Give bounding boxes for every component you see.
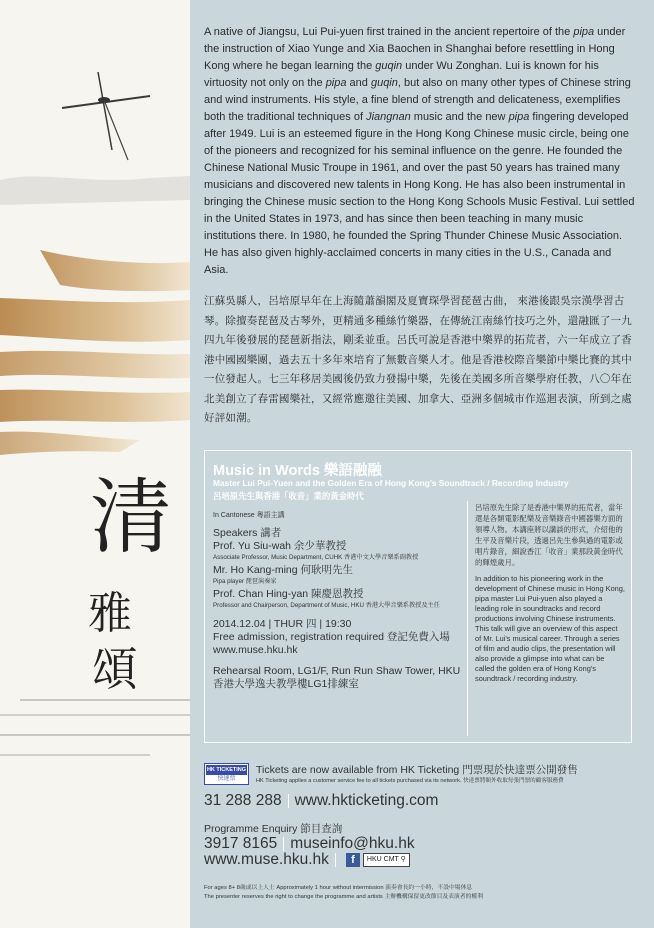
bio-italic-term: pipa (573, 26, 595, 38)
event-venue-english: Rehearsal Room, LG1/F, Run Run Shaw Tower, HKU (213, 665, 461, 677)
enquiry-label: Programme Enquiry 節目查詢 (204, 823, 343, 835)
separator (288, 794, 289, 808)
event-description (475, 502, 625, 684)
bio-text-run: , but also on many other types of Chinese string and wind instruments. His style, a fine blend of strength and delicateness, exemplifies both the traditional techniques of (204, 77, 631, 123)
bio-text-run: music and the new (410, 111, 509, 123)
search-icon: ⚲ (400, 855, 406, 863)
enquiry-email-link[interactable]: museinfo@hku.hk (290, 835, 415, 852)
facebook-icon[interactable]: f (346, 853, 360, 867)
bio-italic-term: pipa (325, 77, 347, 89)
facebook-search-tag[interactable] (363, 853, 410, 867)
disclaimer-note: The presenter reserves the right to change the programme and artists 主辦機構保留更改節目及表演者的權利 (204, 894, 483, 900)
bio-text-run: A native of Jiangsu, Lui Pui-yuen first trained in the ancient repertoire of the (204, 26, 574, 38)
event-subtitle-english: Master Lui Pui-Yuen and the Golden Era of Hong Kong's Soundtrack / Recording Industry (213, 478, 569, 488)
bio-italic-term: guqin (375, 60, 403, 72)
speaker-name: Mr. Ho Kang-ming 何耿明先生 (213, 564, 354, 576)
event-box (204, 450, 632, 743)
age-duration-note: For ages 8+ 8歲或以上人士 Approximately 1 hour without intermission 演奏會長約一小時，不設中場休息 (204, 885, 473, 891)
ticketing-website-link[interactable]: www.hkticketing.com (294, 792, 439, 809)
hk-ticketing-logo (204, 763, 249, 785)
bio-text-run: fingering developed after 1949. Lui is an esteemed figure in the Hong Kong Chinese music circle, being one of the pioneers and recognized for his seminal influence on the genre. He founded the Chinese National Music Troupe in 1961, and over the past 50 years has trained many musicians and discovered new talents in Hong Kong. He has also been instrumental in bringing the Chinese music section to the Hong Kong Schools Music Festival. Lui settled in the United States in 1973, and has since then been teaching in many music institutions there. In 1980, he founded the Spring Thunder Chinese Music Association. He has also given highly-acclaimed concerts in many cities in the U.S., Canada and Asia. (204, 111, 635, 276)
enquiry-web-row (204, 851, 410, 869)
bio-italic-term: pipa (508, 111, 530, 123)
biography-chinese: 江蘇吳縣人，呂培原早年在上海隨蕭韻閣及夏寶琛學習琵琶古曲， 來港後跟吳宗漢學習古琴。除擅奏琵琶及古琴外，更精通多種絲竹樂器，在傳統江南絲竹技巧之外，還融匯了一九四九年後發展的琵琶新指法，剛柔並重。呂氏可說是香港中樂界的拓荒者，六一年成立了香港中國國樂團，過去五十多年來培育了無數音樂人才。他是香港校際音樂節中樂比賽的其中一位發起人。七三年移居美國後仍致力發揚中樂，先後在美國多所音樂學府任教，八〇年在北美創立了春雷國樂社，又經常應邀往美國、加拿大、亞洲多個城市作巡迴表演，所到之處好評如潮。 (204, 295, 632, 424)
event-description-chinese: 呂培原先生除了是香港中樂界的拓荒者，當年還是各類電影配樂及音樂錄音中國器樂方面的領導人物。本講座將以講談的形式，介紹他的生平及音樂片段，透過呂先生參與過的電影或唱片錄音，細說香江「收音」業那段黃金時代的輝煌歲月。 (475, 503, 623, 567)
enquiry-phone[interactable]: 3917 8165 (204, 835, 278, 852)
ticketing-row (204, 762, 644, 788)
tickets-available-text: Tickets are now available from HK Ticketing 門票現於快達票公開發售 (256, 764, 578, 776)
event-language: In Cantonese 粵語主講 (213, 512, 285, 519)
event-admission: Free admission, registration required 登記免費入場 (213, 631, 450, 643)
calligraphy-ya: 雅 (88, 588, 132, 639)
speaker-role: Associate Professor, Music Department, CUHK 香港中文大學音樂系副教授 (213, 554, 419, 561)
facebook-tag-label: HKU CMT (366, 855, 399, 863)
bio-italic-term: Jiangnan (366, 111, 411, 123)
bio-text-run: under Wu Zonghan. Lui is known for his virtuosity not only on the (204, 60, 599, 89)
separator (335, 853, 336, 867)
ticketing-phone[interactable]: 31 288 288 (204, 792, 282, 809)
event-subtitle-chinese: 呂培原先生與香港「收音」業的黃金時代 (213, 491, 364, 501)
event-website-link[interactable]: www.muse.hku.hk (213, 644, 298, 656)
event-details (213, 527, 471, 691)
event-description-english: In addition to his pioneering work in the development of Chinese music in Hong Kong, pipa master Lui Pui-yuen also played a leading role in soundtracks and record productions involving Chinese instruments. This talk will give an overview of this aspect of Mr. Lui's musical career. Through a series of film and audio clips, the presentation will also provide a glimpse into what can be called the golden era of Hong Kong's soundtrack / recording industry. (475, 574, 625, 683)
ink-artwork (0, 0, 190, 928)
speaker-role: Pipa player 琵琶演奏家 (213, 578, 277, 585)
calligraphy-qing: 清 (90, 470, 173, 565)
separator (283, 837, 284, 851)
event-title: Music in Words 樂語融融 (213, 463, 382, 479)
speaker-role: Professor and Chairperson, Department of Music, HKU 香港大學音樂系教授及主任 (213, 602, 440, 609)
logo-bottom-text: 快達票 (217, 776, 236, 782)
ticketing-contact (204, 792, 438, 810)
event-divider (467, 501, 468, 736)
speaker-name: Prof. Chan Hing-yan 陳慶恩教授 (213, 588, 364, 600)
ink-painting-illustration (0, 0, 190, 928)
ticketing-fee-note: HK Ticketing applies a customer service fee to all tickets purchased via its network. 快達票將額外收取每張門票的顧客服務費 (256, 778, 564, 784)
bio-italic-term: guqin (370, 77, 398, 89)
speakers-label: Speakers 講者 (213, 527, 282, 539)
event-venue-chinese: 香港大學逸夫教學樓LG1排練室 (213, 678, 359, 690)
event-datetime: 2014.12.04 | THUR 四 | 19:30 (213, 618, 352, 630)
speaker-name: Prof. Yu Siu-wah 余少華教授 (213, 540, 347, 552)
logo-top-text: HK TICKETING (206, 767, 247, 773)
calligraphy-song: 頌 (92, 642, 138, 696)
bio-text-run: and (346, 77, 371, 89)
biography-english (204, 24, 636, 279)
bio-text-run: under the instruction of Xiao Yunge and Xia Baochen in Shanghai before resettling in Hong Kong where he began learning the (204, 26, 626, 72)
enquiry-website-link[interactable]: www.muse.hku.hk (204, 851, 329, 868)
